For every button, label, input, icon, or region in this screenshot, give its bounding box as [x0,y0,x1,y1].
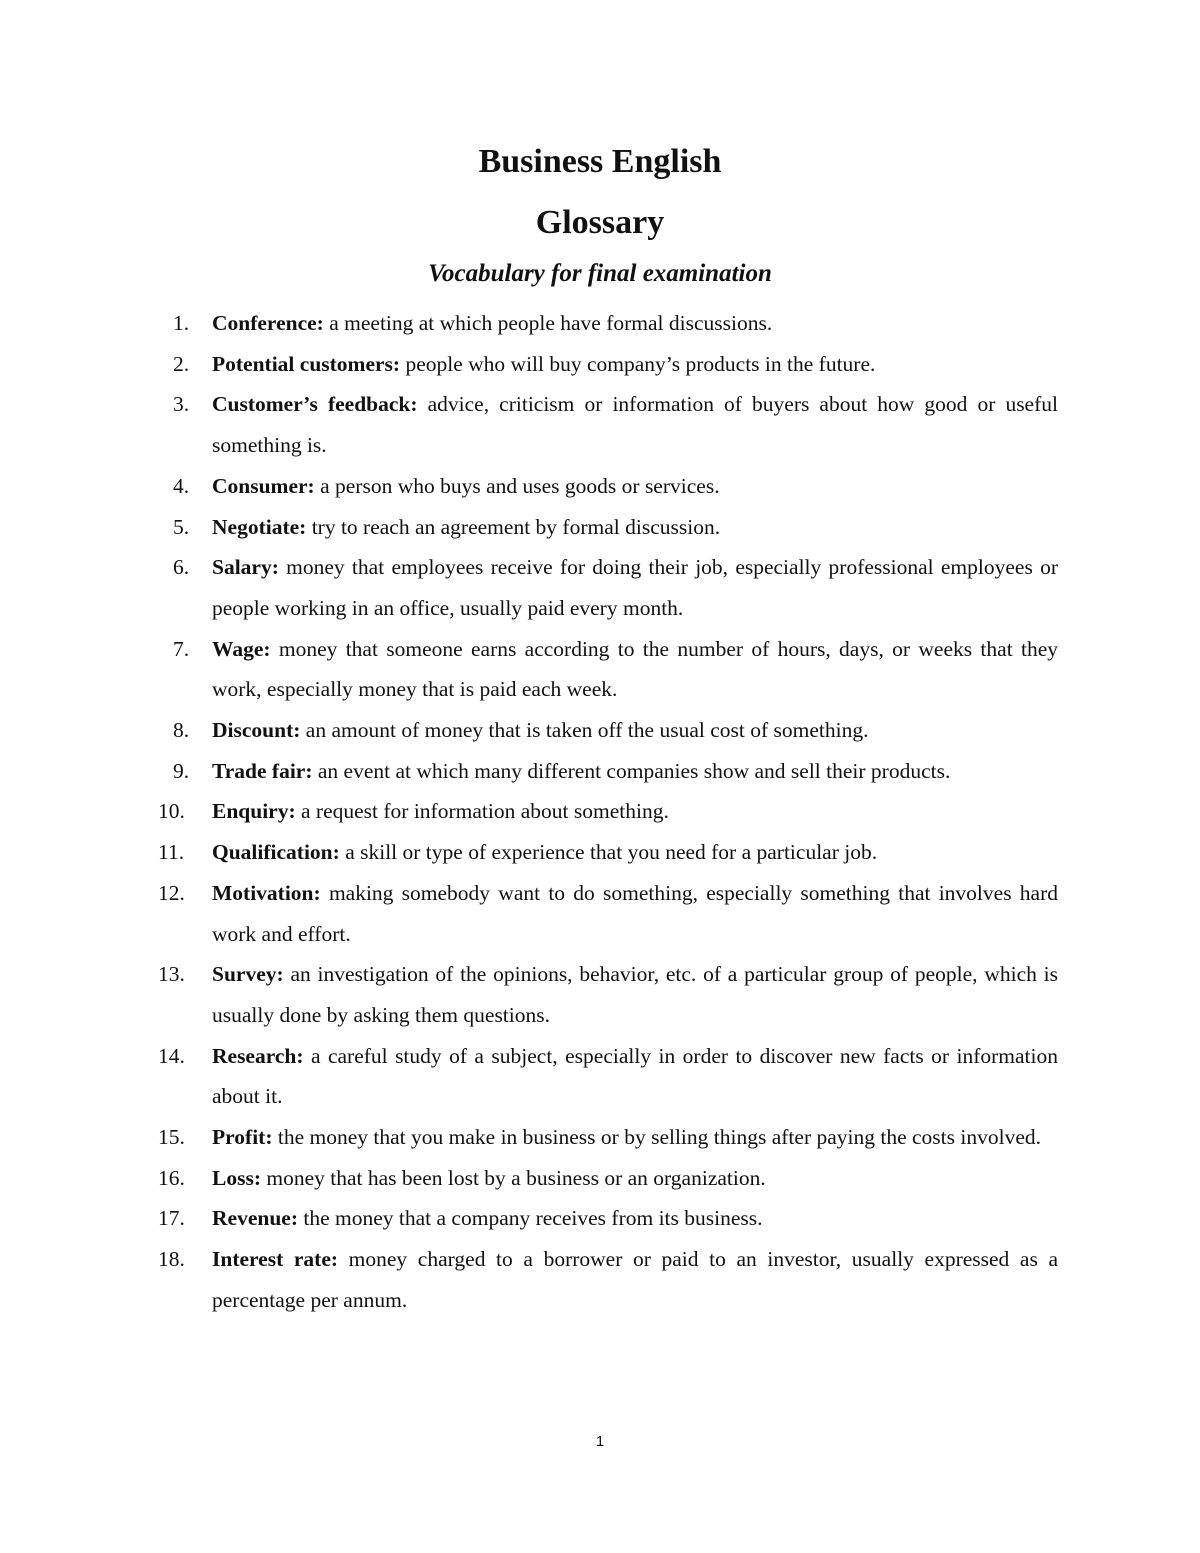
entry-body [212,1239,1058,1320]
entry-definition: people who will buy company’s products in the future. [405,351,876,376]
entry-body [212,466,1058,507]
entry-definition: a careful study of a subject, especially in order to discover new facts or information about it. [212,1043,1059,1109]
entry-definition: an event at which many different companies show and sell their products. [317,758,951,783]
entry-number: 8. [173,718,190,743]
entry-number: 3. [173,392,190,417]
entry-body [212,873,1058,954]
entry-term: Interest rate: [212,1247,339,1272]
entry-body [212,303,1058,344]
entry-definition: a person who buys and uses goods or services. [320,473,720,498]
entry-body [212,1117,1058,1158]
entry-body [212,507,1058,548]
glossary-entry [158,954,1058,1035]
entry-number: 14. [158,1043,185,1068]
entry-number: 16. [158,1165,185,1190]
entry-definition: a meeting at which people have formal discussions. [329,311,773,335]
entry-number: 10. [158,799,185,824]
section-heading: Vocabulary for final examination [428,260,772,287]
glossary-list [158,303,1058,1321]
entry-term: Negotiate: [212,514,307,539]
entry-body [212,384,1058,465]
glossary-entry [158,751,1058,792]
glossary-entry [158,1117,1058,1158]
entry-number: 7. [173,636,190,661]
entry-term: Discount: [212,718,301,743]
glossary-entry [158,1198,1058,1239]
entry-number: 5. [173,514,190,539]
glossary-entry [158,507,1058,548]
entry-body [212,1198,1058,1239]
entry-body [212,710,1058,751]
entry-number: 4. [173,473,190,498]
glossary-entry [158,710,1058,751]
entry-number: 15. [158,1125,185,1150]
document-title: Business English [478,143,722,180]
entry-definition: advice, criticism or information of buyers about how good or useful something is. [212,392,1058,458]
entry-definition: an amount of money that is taken off the usual cost of something. [305,718,869,743]
glossary-entry [158,466,1058,507]
entry-body [212,954,1058,1035]
entry-term: Conference: [212,311,324,335]
entry-number: 11. [158,840,185,865]
entry-number: 6. [173,555,190,580]
entry-term: Survey: [212,962,284,987]
entry-definition: the money that a company receives from its business. [303,1206,763,1231]
entry-term: Trade fair: [212,758,313,783]
entry-term: Profit: [212,1125,273,1150]
entry-term: Customer’s feedback: [212,392,418,417]
entry-term: Research: [212,1043,304,1068]
document-subtitle: Glossary [535,204,665,241]
entry-definition: making somebody want to do something, especially something that involves hard work and effort. [212,880,1059,946]
entry-definition: money that someone earns according to the number of hours, days, or weeks that they work, especially money that is paid each week. [212,636,1059,702]
glossary-entry [158,303,1058,344]
page-number: 1 [595,1433,605,1450]
entry-number: 18. [158,1247,185,1272]
glossary-entry [158,1239,1058,1320]
glossary-entry [158,547,1058,628]
entry-term: Potential customers: [212,351,401,376]
entry-number: 13. [158,962,185,987]
entry-term: Wage: [212,636,271,661]
entry-term: Revenue: [212,1206,298,1231]
entry-definition: try to reach an agreement by formal discussion. [311,514,721,539]
entry-number: 12. [158,880,185,905]
entry-term: Loss: [212,1165,261,1190]
glossary-entry [158,873,1058,954]
glossary-entry [158,1158,1058,1199]
entry-definition: the money that you make in business or by selling things after paying the costs involved. [277,1125,1041,1150]
glossary-entry [158,791,1058,832]
entry-term: Salary: [212,555,279,580]
entry-definition: an investigation of the opinions, behavior, etc. of a particular group of people, which is usually done by asking them questions. [212,962,1058,1027]
entry-number: 17. [158,1206,185,1231]
entry-definition: money charged to a borrower or paid to an investor, usually expressed as a percentage per annum. [212,1247,1058,1312]
entry-body [212,751,1058,792]
entry-definition: money that has been lost by a business or an organization. [266,1165,766,1190]
glossary-entry [158,1036,1058,1117]
entry-body [212,832,1058,873]
entry-body [212,791,1058,832]
entry-body [212,1158,1058,1199]
entry-definition: money that employees receive for doing their job, especially professional employees or people working in an office, usually paid every month. [212,555,1059,620]
entry-term: Qualification: [212,840,340,865]
entry-number: 1. [173,311,190,335]
glossary-entry [158,832,1058,873]
entry-term: Consumer: [212,473,315,498]
entry-number: 9. [173,758,190,783]
entry-body [212,629,1058,710]
glossary-entry [158,344,1058,385]
glossary-entry [158,384,1058,465]
entry-definition: a skill or type of experience that you need for a particular job. [345,840,878,865]
entry-definition: a request for information about something. [301,799,669,824]
entry-number: 2. [173,351,190,376]
entry-body [212,547,1058,628]
entry-body [212,1036,1058,1117]
entry-body [212,344,1058,385]
entry-term: Motivation: [212,880,321,905]
glossary-entry [158,629,1058,710]
entry-term: Enquiry: [212,799,296,824]
